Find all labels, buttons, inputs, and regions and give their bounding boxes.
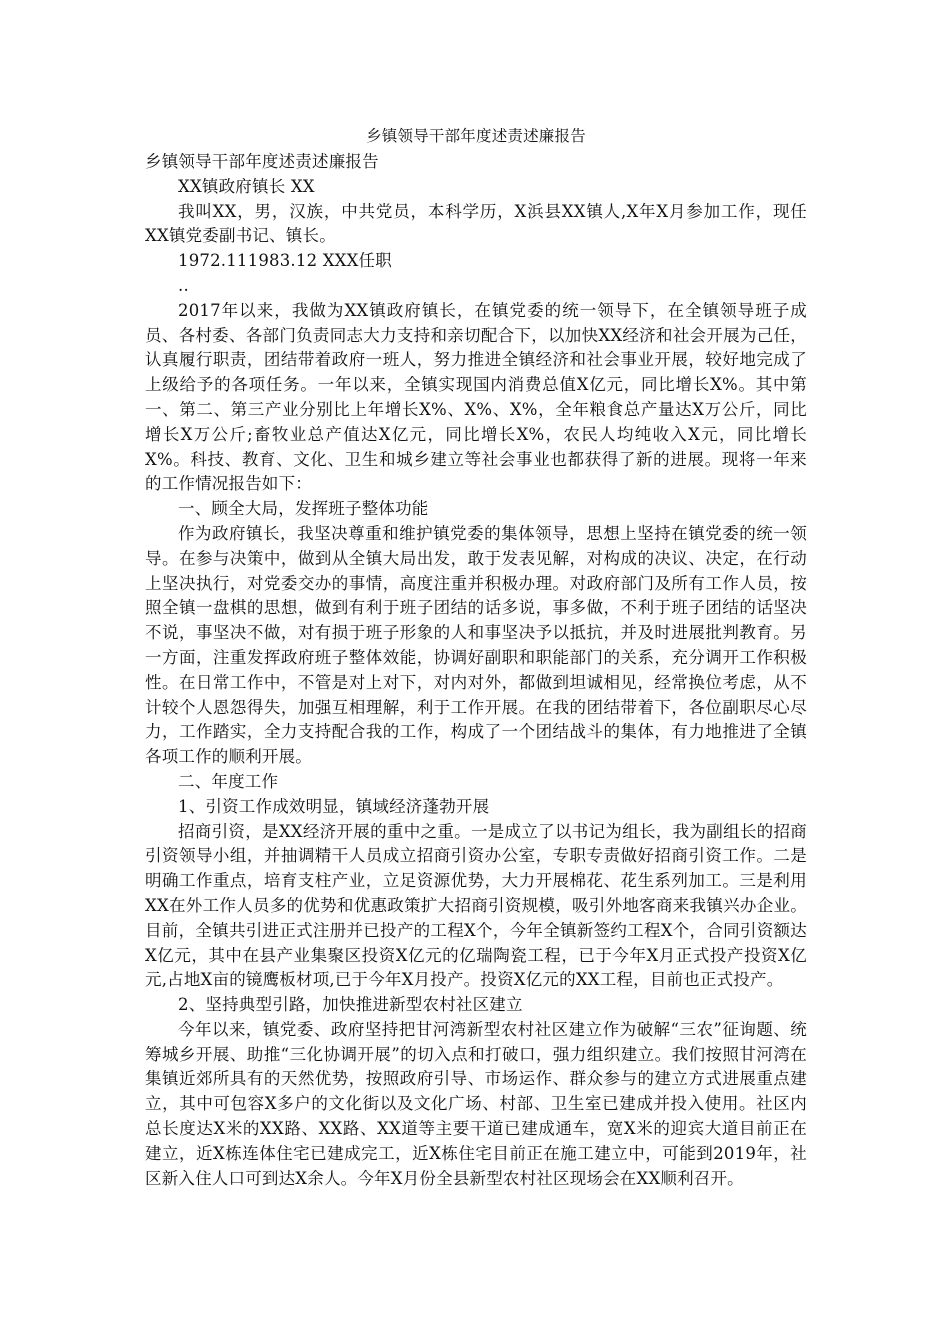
section-heading-2: 二、年度工作 (178, 771, 279, 791)
paragraph-community: 今年以来，镇党委、政府坚持把甘河湾新型农村社区建立作为破解“三农”征询题、统筹城乡开展、助推“三化协调开展”的切入点和打破口，强力组织建立。我们按照甘河湾在集镇近郊所具有的天然优势，按照政府引导、市场运作、群众参与的建立方式进展重点建立，其中可包容X多户的文化街以及文化广场、村部、卫生室已建成并投入使用。社区内总长度达X米的XX路、XX路、XX道等主要干道已建成通车，宽X米的迎宾大道目前正在建立，近X栋连体住宅已建成完工，近X栋住宅目前正在施工建立中，可能到2019年，社区新入住人口可到达X余人。今年X月份全县新型农村社区现场会在XX顺利召开。 (145, 1019, 807, 1188)
document-title: 乡镇领导干部年度述责述廉报告 (366, 127, 586, 145)
intro-paragraph: 我叫XX，男，汉族，中共党员，本科学历，X浜县XX镇人,X年X月参加工作，现任XX镇党委副书记、镇长。 (145, 201, 807, 246)
author-line: XX镇政府镇长 XX (178, 176, 315, 196)
document-subtitle: 乡镇领导干部年度述责述廉报告 (145, 152, 379, 171)
dots-line: .. (178, 275, 189, 295)
paragraph-investment: 招商引资，是XX经济开展的重中之重。一是成立了以书记为组长，我为副组长的招商引资领导小组，并抽调精干人员成立招商引资办公室，专职专责做好招商引资工作。二是明确工作重点，培育支柱产业，立足资源优势，大力开展棉花、花生系列加工。三是利用XX在外工作人员多的优势和优惠政策扩大招商引资规模，吸引外地客商来我镇兴办企业。目前，全镇共引进正式注册并已投产的工程X个，今年全镇新签约工程X个，合同引资额达X亿元，其中在县产业集聚区投资X亿元的亿瑞陶瓷工程，已于今年X月正式投产投资X亿元,占地X亩的镜鹰板材项,已于今年X月投产。投资X亿元的XX工程，目前也正式投产。 (145, 821, 807, 990)
section-heading-1: 一、顾全大局，发挥班子整体功能 (178, 499, 429, 519)
subsection-heading-community: 2、坚持典型引路，加快推进新型农村社区建立 (178, 995, 523, 1015)
document-page (145, 124, 807, 1191)
paragraph-teamwork: 作为政府镇长，我坚决尊重和维护镇党委的集体领导，思想上坚持在镇党委的统一领导。在参与决策中，做到从全镇大局出发，敢于发表见解，对构成的决议、决定，在行动上坚决执行，对党委交办的事情，高度注重并积极办理。对政府部门及所有工作人员，按照全镇一盘棋的思想，做到有利于班子团结的话多说，事多做，不利于班子团结的话坚决不说，事坚决不做，对有损于班子形象的人和事坚决予以抵抗，并及时进展批判教育。另一方面，注重发挥政府班子整体效能，协调好副职和职能部门的关系，充分调开工作积极性。在日常工作中，不管是对上对下，对内对外，都做到坦诚相见，经常换位考虑，从不计较个人恩怨得失，加强互相理解，利于工作开展。在我的团结带着下，各位副职尽心尽力，工作踏实，全力支持配合我的工作，构成了一个团结战斗的集体，有力地推进了全镇各项工作的顺利开展。 (145, 523, 807, 767)
paragraph-overview: 2017年以来，我做为XX镇政府镇长，在镇党委的统一领导下，在全镇领导班子成员、各村委、各部门负责同志大力支持和亲切配合下，以加快XX经济和社会开展为己任，认真履行职责，团结带着政府一班人，努力推进全镇经济和社会事业开展，较好地完成了上级给予的各项任务。一年以来，全镇实现国内消费总值X亿元，同比增长X%。其中第一、第二、第三产业分别比上年增长X%、X%、X%，全年粮食总产量达X万公斤，同比增长X万公斤;畜牧业总产值达X亿元，同比增长X%，农民人均纯收入X元，同比增长X%。科技、教育、文化、卫生和城乡建立等社会事业也都获得了新的进展。现将一年来的工作情况报告如下： (145, 300, 807, 494)
resume-line: 1972.111983.12 XXX任职 (178, 251, 392, 271)
subsection-heading-investment: 1、引资工作成效明显，镇域经济蓬勃开展 (178, 796, 490, 816)
